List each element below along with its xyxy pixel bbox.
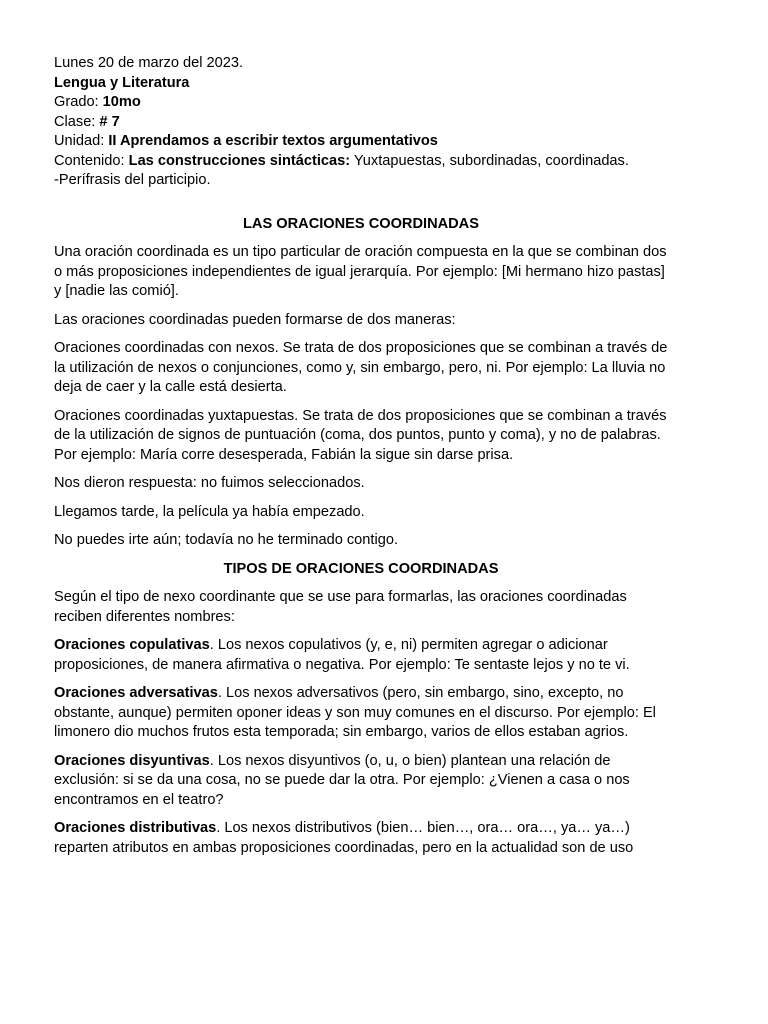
paragraph-ways: Las oraciones coordinadas pueden formarse de dos maneras: (54, 311, 456, 328)
paragraph-copulativas (54, 636, 668, 675)
paragraph-adversativas (54, 684, 668, 743)
grade-line (54, 93, 668, 113)
term-copulativas: Oraciones copulativas (54, 637, 210, 653)
unit-line (54, 132, 668, 152)
grade-value: 10mo (102, 94, 141, 110)
content-label: Contenido: (54, 152, 129, 169)
content-line (54, 152, 668, 172)
unit-value: II Aprendamos a escribir textos argumentativos (108, 133, 438, 149)
class-line (54, 113, 668, 133)
paragraph-with-nexos: Oraciones coordinadas con nexos. Se trata de dos proposiciones que se combinan a través de la utilización de nexos o conjunciones, como y, sin embargo, pero, ni. Por ejemplo: La lluvia no deja de caer y la calle está desierta. (54, 340, 668, 395)
example-sentence-2: Llegamos tarde, la película ya había empezado. (54, 503, 365, 520)
section-title-coordinadas: LAS ORACIONES COORDINADAS (243, 215, 479, 232)
text-adversativas: . Los nexos adversativos (pero, sin embargo, sino, excepto, no obstante, aunque) permiten oponer ideas y son muy comunes en el discurso. Por ejemplo: El limonero dio muchos frutos esta temporada; sin embargo, varios de ellos estaban agrios. (54, 685, 656, 740)
example-sentence-3: No puedes irte aún; todavía no he terminado contigo. (54, 532, 398, 548)
class-value: # 7 (99, 113, 120, 130)
unit-label: Unidad: (54, 133, 109, 149)
content-rest: Yuxtapuestas, subordinadas, coordinadas. (350, 152, 629, 169)
paragraph-types-intro: Según el tipo de nexo coordinante que se use para formarlas, las oraciones coordinadas reciben diferentes nombres: (54, 589, 627, 625)
section-title-tipos: TIPOS DE ORACIONES COORDINADAS (223, 560, 499, 577)
text-distributivas: . Los nexos distributivos (bien… bien…, ora… ora…, ya… ya…) reparten atributos en ambas proposiciones coordinadas, pero en la actualidad son de uso (54, 820, 634, 856)
content-bold: Las construcciones sintácticas: (128, 152, 351, 169)
content-line-2: -Perífrasis del participio. (54, 172, 211, 188)
subject-text: Lengua y Literatura (54, 74, 190, 91)
class-label: Clase: (54, 113, 100, 130)
subject-line (54, 74, 668, 94)
paragraph-disyuntivas (54, 752, 668, 811)
grade-label: Grado: (54, 94, 103, 110)
text-copulativas: . Los nexos copulativos (y, e, ni) permiten agregar o adicionar proposiciones, de manera afirmativa o negativa. Por ejemplo: Te sentaste lejos y no te vi. (54, 637, 630, 673)
term-disyuntivas: Oraciones disyuntivas (54, 752, 210, 769)
document-header (54, 54, 668, 191)
term-distributivas: Oraciones distributivas (54, 820, 217, 836)
paragraph-distributivas (54, 819, 668, 858)
term-adversativas: Oraciones adversativas (54, 685, 218, 701)
paragraph-yuxtapuestas: Oraciones coordinadas yuxtapuestas. Se trata de dos proposiciones que se combinan a través de la utilización de signos de puntuación (coma, dos puntos, punto y coma), y no de palabras. Por ejemplo: María corre desesperada, Fabián la sigue sin darse prisa. (54, 407, 667, 463)
text-disyuntivas: . Los nexos disyuntivos (o, u, o bien) plantean una relación de exclusión: si se da una cosa, no se puede dar la otra. Por ejemplo: ¿Vienen a casa o nos encontramos en el teatro? (54, 752, 630, 808)
paragraph-definition: Una oración coordinada es un tipo particular de oración compuesta en la que se combinan dos o más proposiciones independientes de igual jerarquía. Por ejemplo: [Mi hermano hizo pastas] y [nadie las comió]. (54, 244, 667, 299)
date-line: Lunes 20 de marzo del 2023. (54, 55, 244, 71)
example-sentence-1: Nos dieron respuesta: no fuimos seleccionados. (54, 475, 365, 491)
